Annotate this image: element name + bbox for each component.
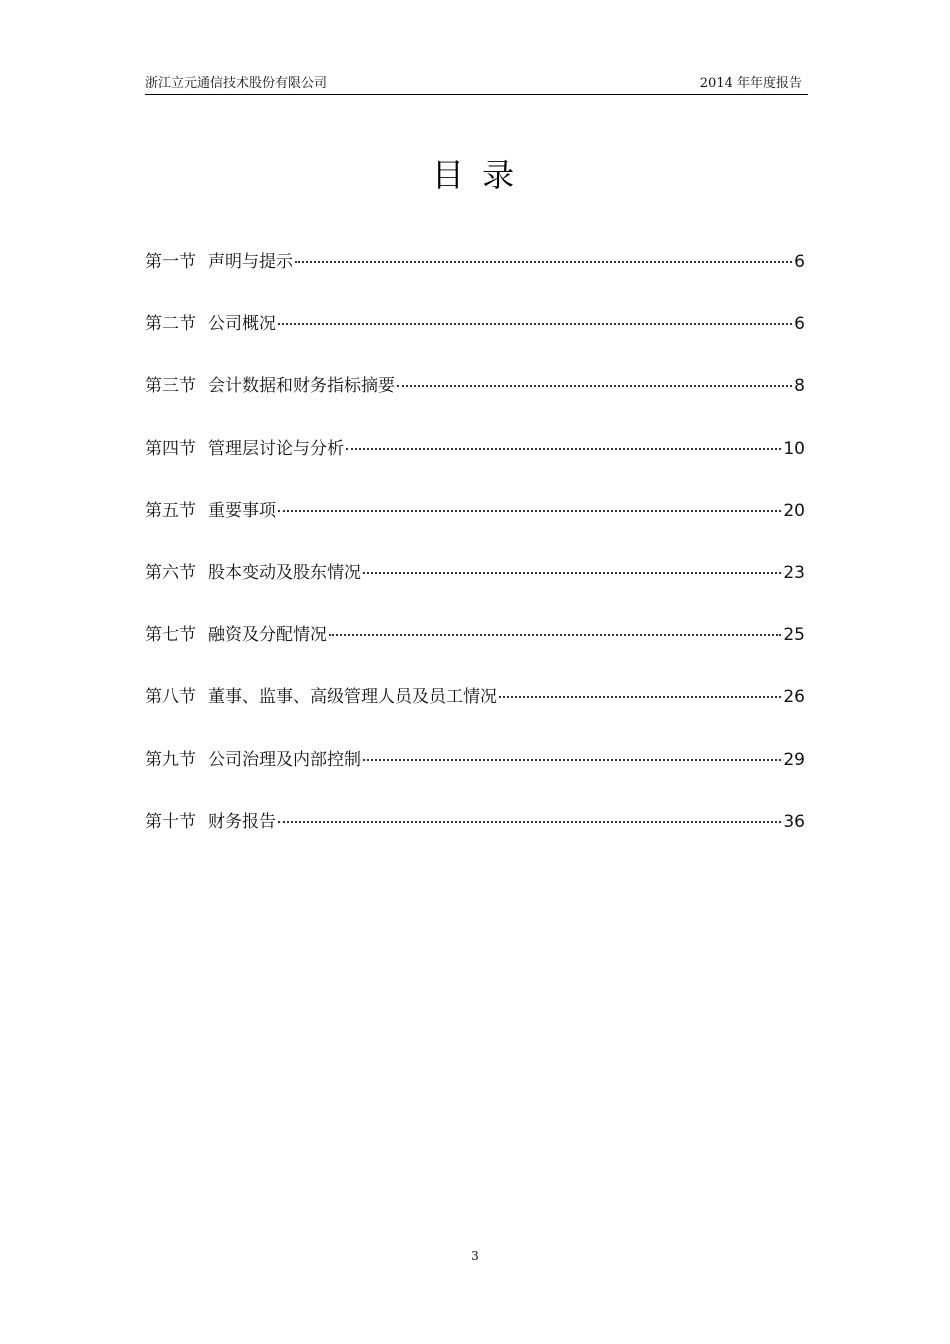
- toc-page-number: 29: [783, 749, 805, 770]
- toc-page-number: 8: [794, 376, 805, 397]
- toc-section-number: 第九节: [145, 749, 196, 770]
- toc-entry[interactable]: [145, 245, 805, 307]
- toc-section-name: 融资及分配情况: [208, 625, 327, 646]
- toc-page-number: 20: [783, 500, 805, 521]
- toc-leader-dots: [397, 385, 792, 387]
- toc-section-name: 声明与提示: [208, 252, 293, 272]
- toc-entry[interactable]: [145, 743, 805, 805]
- toc-section-number: 第六节: [145, 562, 196, 583]
- table-of-contents: [145, 245, 805, 867]
- toc-page-number: 36: [783, 811, 805, 832]
- toc-section-number: 第七节: [145, 625, 196, 646]
- toc-entry[interactable]: [145, 432, 805, 494]
- page-number: 3: [471, 1249, 479, 1263]
- toc-page-number: 25: [783, 625, 805, 646]
- toc-leader-dots: [329, 634, 781, 636]
- toc-entry[interactable]: [145, 805, 805, 867]
- toc-leader-dots: [278, 323, 792, 325]
- toc-section-number: 第三节: [145, 376, 196, 397]
- toc-section-name: 管理层讨论与分析: [208, 438, 344, 459]
- toc-section-number: 第二节: [145, 314, 196, 335]
- toc-section-name: 公司概况: [208, 314, 276, 335]
- toc-leader-dots: [278, 510, 781, 512]
- toc-leader-dots: [363, 572, 781, 574]
- toc-section-number: 第四节: [145, 438, 196, 459]
- toc-entry[interactable]: [145, 618, 805, 680]
- toc-leader-dots: [363, 759, 781, 761]
- toc-section-number: 第一节: [145, 252, 196, 272]
- toc-section-number: 第十节: [145, 811, 196, 832]
- header-report-title: 2014 年年度报告: [699, 76, 802, 91]
- page-header: [145, 66, 808, 95]
- toc-page-number: 23: [783, 562, 805, 583]
- toc-page-number: 26: [783, 687, 805, 708]
- toc-leader-dots: [278, 821, 781, 823]
- toc-section-name: 董事、监事、高级管理人员及员工情况: [208, 687, 497, 708]
- toc-page-number: 6: [794, 252, 805, 272]
- toc-leader-dots: [499, 696, 781, 698]
- toc-section-name: 重要事项: [208, 500, 276, 521]
- toc-section-number: 第五节: [145, 500, 196, 521]
- toc-section-name: 股本变动及股东情况: [208, 562, 361, 583]
- toc-leader-dots: [295, 261, 792, 263]
- toc-title: 目 录: [431, 156, 519, 194]
- toc-entry[interactable]: [145, 494, 805, 556]
- toc-entry[interactable]: [145, 369, 805, 431]
- toc-section-name: 公司治理及内部控制: [208, 749, 361, 770]
- toc-leader-dots: [346, 448, 781, 450]
- toc-page-number: 6: [794, 314, 805, 335]
- toc-entry[interactable]: [145, 307, 805, 369]
- toc-page-number: 10: [783, 438, 805, 459]
- toc-section-name: 会计数据和财务指标摘要: [208, 376, 395, 397]
- toc-section-name: 财务报告: [208, 811, 276, 832]
- toc-entry[interactable]: [145, 556, 805, 618]
- toc-section-number: 第八节: [145, 687, 196, 708]
- toc-entry[interactable]: [145, 680, 805, 742]
- header-company-name: 浙江立元通信技术股份有限公司: [145, 76, 328, 91]
